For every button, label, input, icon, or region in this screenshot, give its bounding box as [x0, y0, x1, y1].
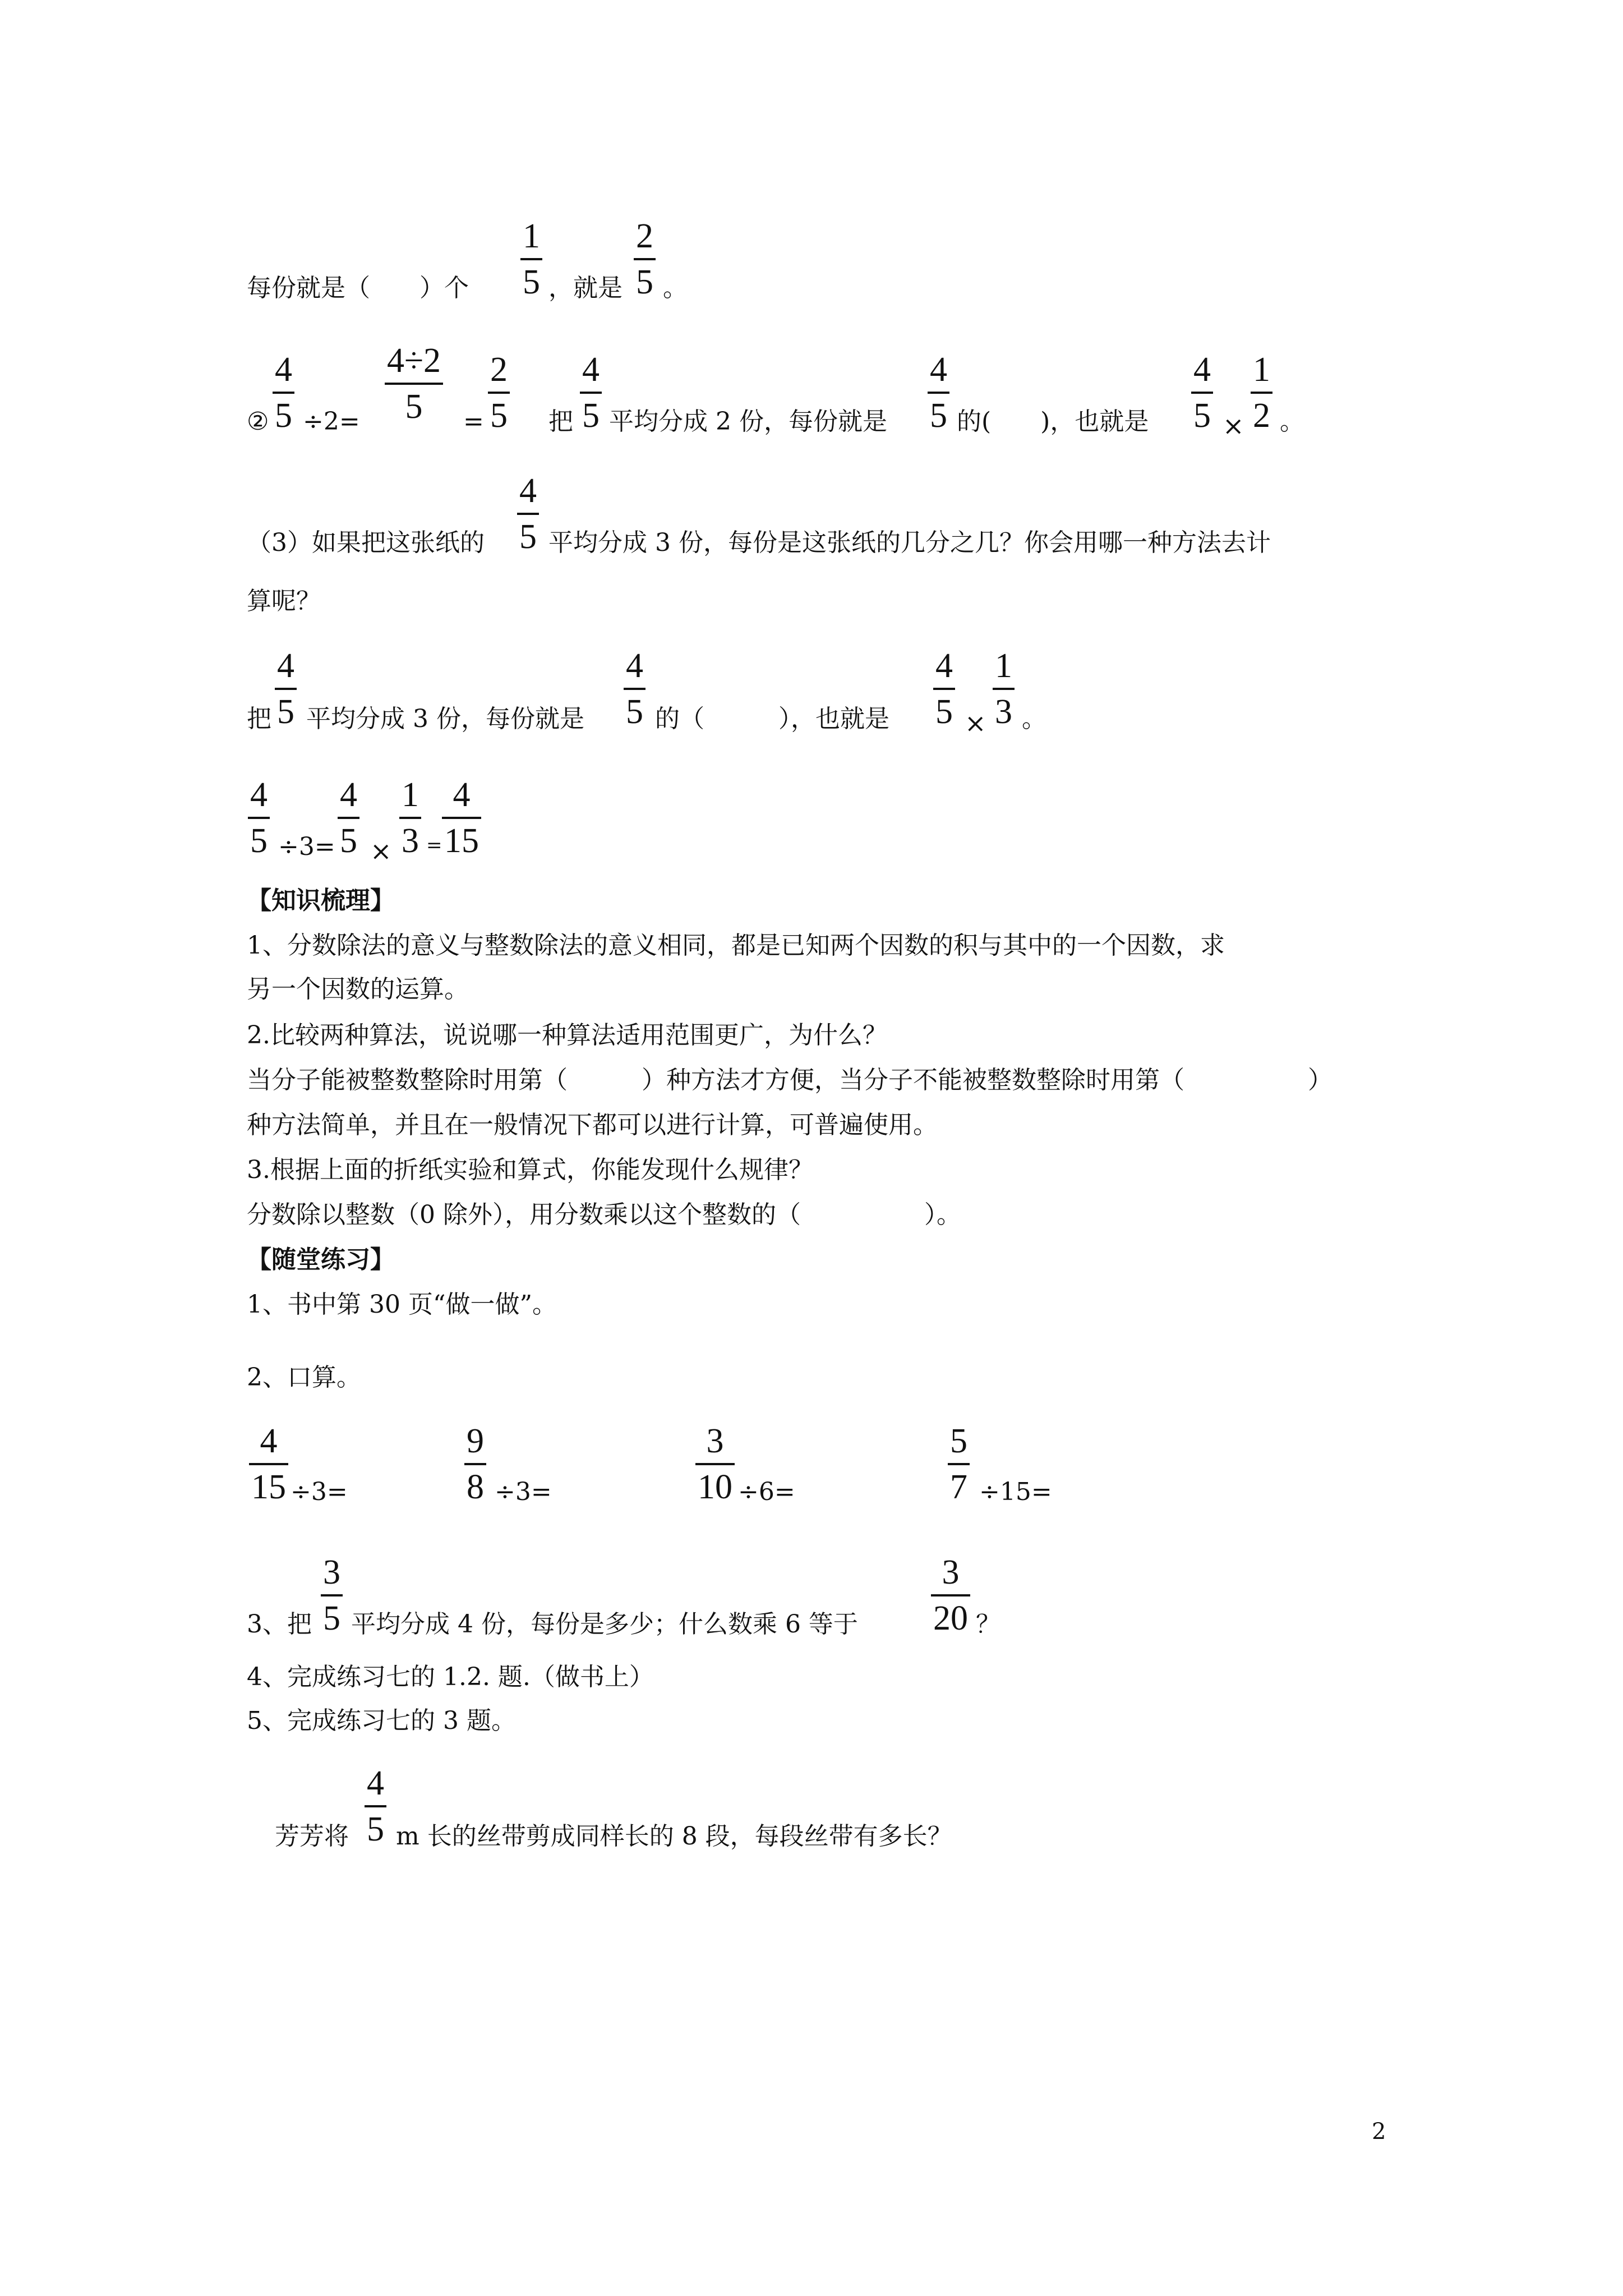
line5-eq: = [426, 834, 442, 857]
page-number: 2 [1372, 2119, 1386, 2145]
q3-text-c: 算呢？ [247, 587, 321, 615]
practice-item3-b: 平均分成 4 份，每份是多少；什么数乘 6 等于 [351, 1610, 858, 1639]
times-sign: × [1223, 411, 1244, 441]
fraction-nine-eighths: 9 8 [464, 1424, 486, 1504]
line4-de: 的（ ），也就是 [655, 705, 889, 733]
fraction-one-third: 1 3 [399, 777, 421, 858]
line4-mid: 平均分成 3 份，每份就是 [306, 705, 584, 733]
fraction-four-fifths: 4 5 [624, 648, 645, 729]
fraction-five-sevenths: 5 7 [948, 1424, 970, 1504]
calc-4: ÷15= [979, 1478, 1052, 1506]
practice-item2: 2、口算。 [247, 1363, 361, 1392]
knowledge-p2: 2.比较两种算法，说说哪一种算法适用范围更广，为什么？ [247, 1021, 887, 1050]
fraction-three-twentieths: 3 20 [931, 1555, 970, 1636]
line4-end: 。 [1022, 705, 1046, 733]
line1-text-a: 每份就是（ ）个 [247, 274, 469, 302]
knowledge-p2a: 当分子能被整数整除时用第（ ）种方法才方便，当分子不能被整数整除时用第（ ） [247, 1066, 1332, 1094]
knowledge-p1b: 另一个因数的运算。 [247, 975, 469, 1004]
fraction-four-fifths: 4 5 [365, 1766, 386, 1847]
line2-eq: = [463, 407, 484, 436]
calc-2: ÷3= [495, 1478, 552, 1506]
times-sign: × [965, 708, 986, 738]
practice-item4: 4、完成练习七的 1.2. 题.（做书上） [247, 1663, 654, 1691]
fraction-one-third: 1 3 [993, 648, 1015, 729]
line1-text-b: ，就是 [548, 274, 623, 302]
fraction-four-fifths: 4 5 [275, 648, 297, 729]
fraction-four-fifteenths: 4 15 [442, 777, 481, 858]
q3-text-a: （3）如果把这张纸的 [247, 528, 485, 557]
fraction-four-div-two-over-five: 4÷2 5 [385, 343, 443, 424]
fraction-two-fifths: 2 5 [488, 352, 510, 433]
fraction-three-tenths: 3 10 [695, 1424, 735, 1504]
fraction-two-fifths: 2 5 [634, 219, 656, 300]
fraction-four-fifths: 4 5 [338, 777, 359, 858]
fraction-three-fifths: 3 5 [321, 1555, 343, 1636]
times-sign: × [370, 836, 392, 866]
calc-3: ÷6= [738, 1478, 795, 1506]
fraction-one-half: 1 2 [1251, 352, 1272, 433]
fraction-four-fifths: 4 5 [580, 352, 602, 433]
q3-text-b: 平均分成 3 份，每份是这张纸的几分之几？你会用哪一种方法去计 [548, 528, 1271, 557]
line4-ba: 把 [247, 705, 271, 733]
fraction-four-fifteenths: 4 15 [249, 1424, 288, 1504]
knowledge-p3: 3.根据上面的折纸实验和算式，你能发现什么规律？ [247, 1156, 813, 1184]
practice-item3-a: 3、把 [247, 1610, 312, 1639]
fraction-four-fifths: 4 5 [273, 352, 294, 433]
knowledge-p1a: 1、分数除法的意义与整数除法的意义相同，都是已知两个因数的积与其中的一个因数，求 [247, 931, 1225, 960]
line2-marker: ② [247, 407, 269, 436]
line2-end: 。 [1280, 407, 1304, 436]
line1-text-c: 。 [663, 274, 688, 302]
line5-div3: ÷3= [278, 832, 335, 861]
practice-item5-a: 芳芳将 [275, 1822, 349, 1851]
fraction-four-fifths: 4 5 [1191, 352, 1213, 433]
line2-div2: ÷2= [303, 407, 360, 436]
fraction-four-fifths: 4 5 [248, 777, 270, 858]
practice-item5: 5、完成练习七的 3 题。 [247, 1706, 516, 1735]
practice-item1: 1、书中第 30 页“做一做”。 [247, 1290, 557, 1319]
line2-ba: 把 [548, 407, 573, 436]
knowledge-p3a: 分数除以整数（0 除外），用分数乘以这个整数的（ ）。 [247, 1200, 961, 1229]
line2-mid: 平均分成 2 份，每份就是 [609, 407, 887, 436]
calc-1: ÷3= [291, 1478, 348, 1506]
knowledge-heading: 【知识梳理】 [247, 886, 395, 915]
knowledge-p2b: 种方法简单，并且在一般情况下都可以进行计算，可普遍使用。 [247, 1111, 938, 1139]
practice-item3-c: ？ [976, 1610, 1000, 1639]
fraction-four-fifths: 4 5 [928, 352, 949, 433]
fraction-one-fifth: 1 5 [520, 219, 542, 300]
line2-de: 的( )，也就是 [957, 407, 1149, 436]
fraction-four-fifths: 4 5 [517, 473, 539, 554]
practice-item5-b: m 长的丝带剪成同样长的 8 段，每段丝带有多长？ [396, 1822, 952, 1851]
fraction-four-fifths: 4 5 [933, 648, 955, 729]
practice-heading: 【随堂练习】 [247, 1245, 395, 1274]
